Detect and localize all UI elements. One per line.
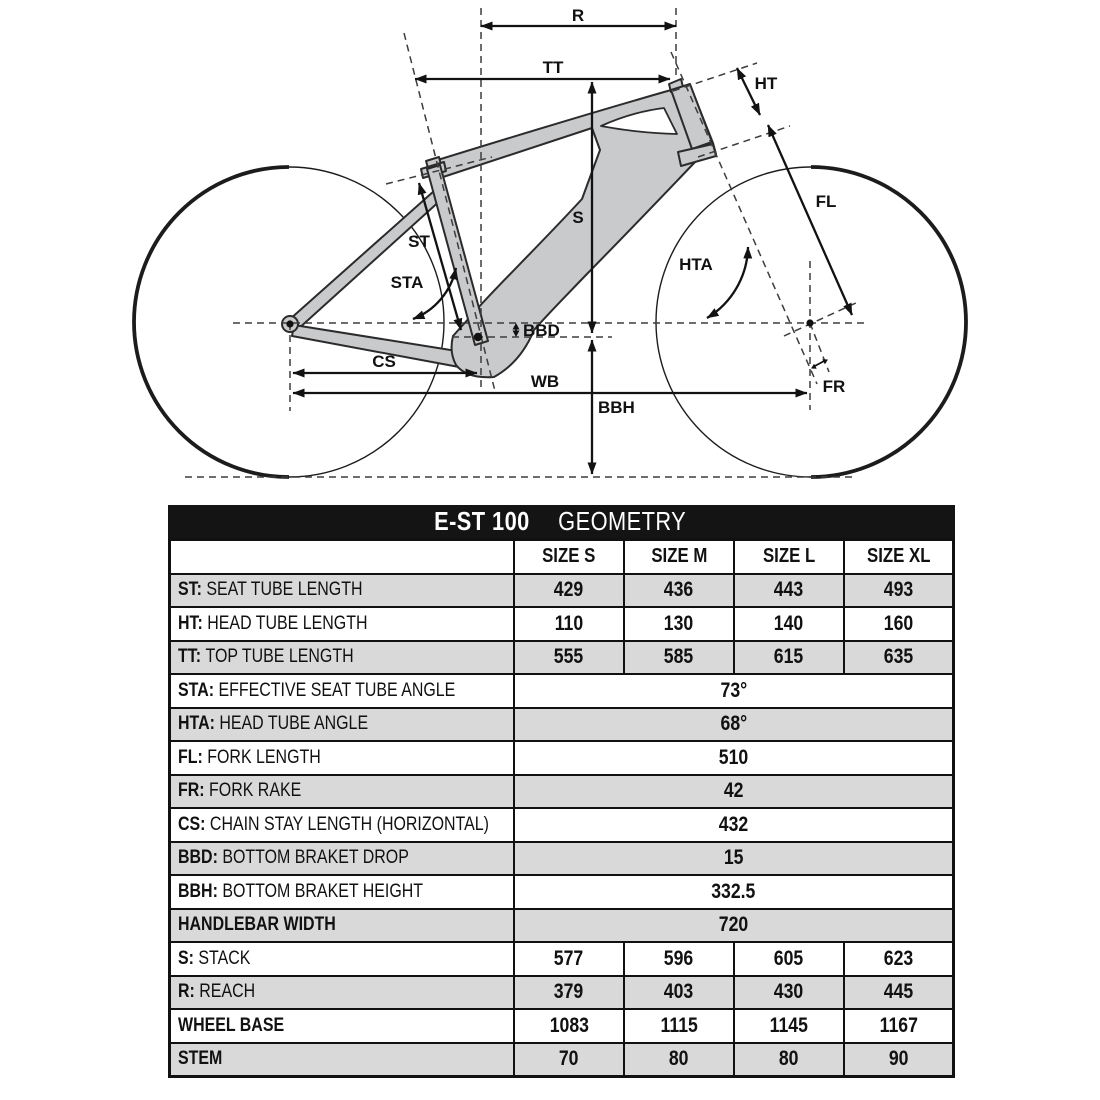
row-label-cell: FL: FORK LENGTH (171, 742, 513, 774)
bottom-bracket-point (474, 333, 482, 341)
value-cell: 1167 (845, 1010, 952, 1042)
value-cell: 493 (845, 575, 952, 607)
value-cell: 80 (735, 1044, 843, 1076)
table-grid (168, 538, 955, 1078)
value-cell: 605 (735, 943, 843, 975)
table-title-word: GEOMETRY (557, 506, 686, 536)
size-header-cell: SIZE L (735, 541, 843, 573)
row-label-cell: STEM (171, 1044, 513, 1076)
corner-cell (171, 541, 513, 573)
value-cell: 160 (845, 608, 952, 640)
head-angle-arc (707, 247, 748, 318)
front-axle-point (806, 319, 813, 326)
front-tire-bold-arc (811, 167, 966, 477)
row-label-cell: HANDLEBAR WIDTH (171, 910, 513, 942)
head-angle-label: HTA (679, 255, 713, 274)
row-label-cell: HT: HEAD TUBE LENGTH (171, 608, 513, 640)
value-cell: 130 (625, 608, 733, 640)
front-axle-perp-tick (784, 302, 858, 336)
value-cell: 1145 (735, 1010, 843, 1042)
head-tube-label: HT (754, 74, 778, 93)
bb-drop-label: BBD (523, 321, 560, 340)
row-label-cell: ST: SEAT TUBE LENGTH (171, 575, 513, 607)
value-cell: 585 (625, 642, 733, 674)
value-cell: 510 (515, 742, 952, 774)
value-cell: 445 (845, 977, 952, 1009)
value-cell: 436 (625, 575, 733, 607)
value-cell: 15 (515, 843, 952, 875)
value-cell: 596 (625, 943, 733, 975)
fork-length-label: FL (815, 192, 837, 211)
row-label-cell: TT: TOP TUBE LENGTH (171, 642, 513, 674)
value-cell: 90 (845, 1044, 952, 1076)
size-header-cell: SIZE S (515, 541, 623, 573)
value-cell: 110 (515, 608, 623, 640)
table-title-model: E-ST 100 (434, 506, 530, 536)
row-label-cell: FR: FORK RAKE (171, 776, 513, 808)
value-cell: 635 (845, 642, 952, 674)
fork-rake-label: FR (822, 377, 846, 396)
head-tube-top-tick (673, 63, 757, 91)
geometry-table (168, 505, 955, 1078)
bb-height-label: BBH (598, 398, 635, 417)
value-cell: 42 (515, 776, 952, 808)
rear-axle-point (286, 320, 293, 327)
size-header-cell: SIZE XL (845, 541, 952, 573)
chain-stay-label: CS (372, 352, 396, 371)
row-label-cell: WHEEL BASE (171, 1010, 513, 1042)
size-header-cell: SIZE M (625, 541, 733, 573)
reach-label: R (571, 6, 585, 25)
value-cell: 432 (515, 809, 952, 841)
seat-stay (289, 191, 443, 330)
top-tube-label: TT (542, 58, 564, 77)
value-cell: 80 (625, 1044, 733, 1076)
row-label-cell: S: STACK (171, 943, 513, 975)
value-cell: 379 (515, 977, 623, 1009)
row-label-cell: CS: CHAIN STAY LENGTH (HORIZONTAL) (171, 809, 513, 841)
value-cell: 70 (515, 1044, 623, 1076)
row-label-cell: STA: EFFECTIVE SEAT TUBE ANGLE (171, 675, 513, 707)
value-cell: 403 (625, 977, 733, 1009)
frame (282, 79, 716, 377)
rear-tire-bold-arc (134, 167, 289, 477)
seat-tube-label: ST (408, 232, 430, 251)
value-cell: 332.5 (515, 876, 952, 908)
table-title (168, 505, 955, 538)
fork-rake-arrow (811, 359, 828, 368)
row-label-cell: HTA: HEAD TUBE ANGLE (171, 709, 513, 741)
value-cell: 1115 (625, 1010, 733, 1042)
value-cell: 1083 (515, 1010, 623, 1042)
row-label-cell: R: REACH (171, 977, 513, 1009)
value-cell: 430 (735, 977, 843, 1009)
value-cell: 68° (515, 709, 952, 741)
seat-angle-label: STA (390, 273, 424, 292)
steering-axis (671, 52, 817, 384)
row-label-cell: BBD: BOTTOM BRAKET DROP (171, 843, 513, 875)
value-cell: 623 (845, 943, 952, 975)
rake-parallel-tick (810, 323, 829, 372)
stack-label: S (572, 208, 584, 227)
value-cell: 615 (735, 642, 843, 674)
value-cell: 429 (515, 575, 623, 607)
value-cell: 140 (735, 608, 843, 640)
wheel-base-label: WB (530, 372, 560, 391)
value-cell: 720 (515, 910, 952, 942)
bike-geometry-diagram (0, 0, 1100, 500)
value-cell: 555 (515, 642, 623, 674)
value-cell: 577 (515, 943, 623, 975)
value-cell: 73° (515, 675, 952, 707)
row-label-cell: BBH: BOTTOM BRAKET HEIGHT (171, 876, 513, 908)
value-cell: 443 (735, 575, 843, 607)
